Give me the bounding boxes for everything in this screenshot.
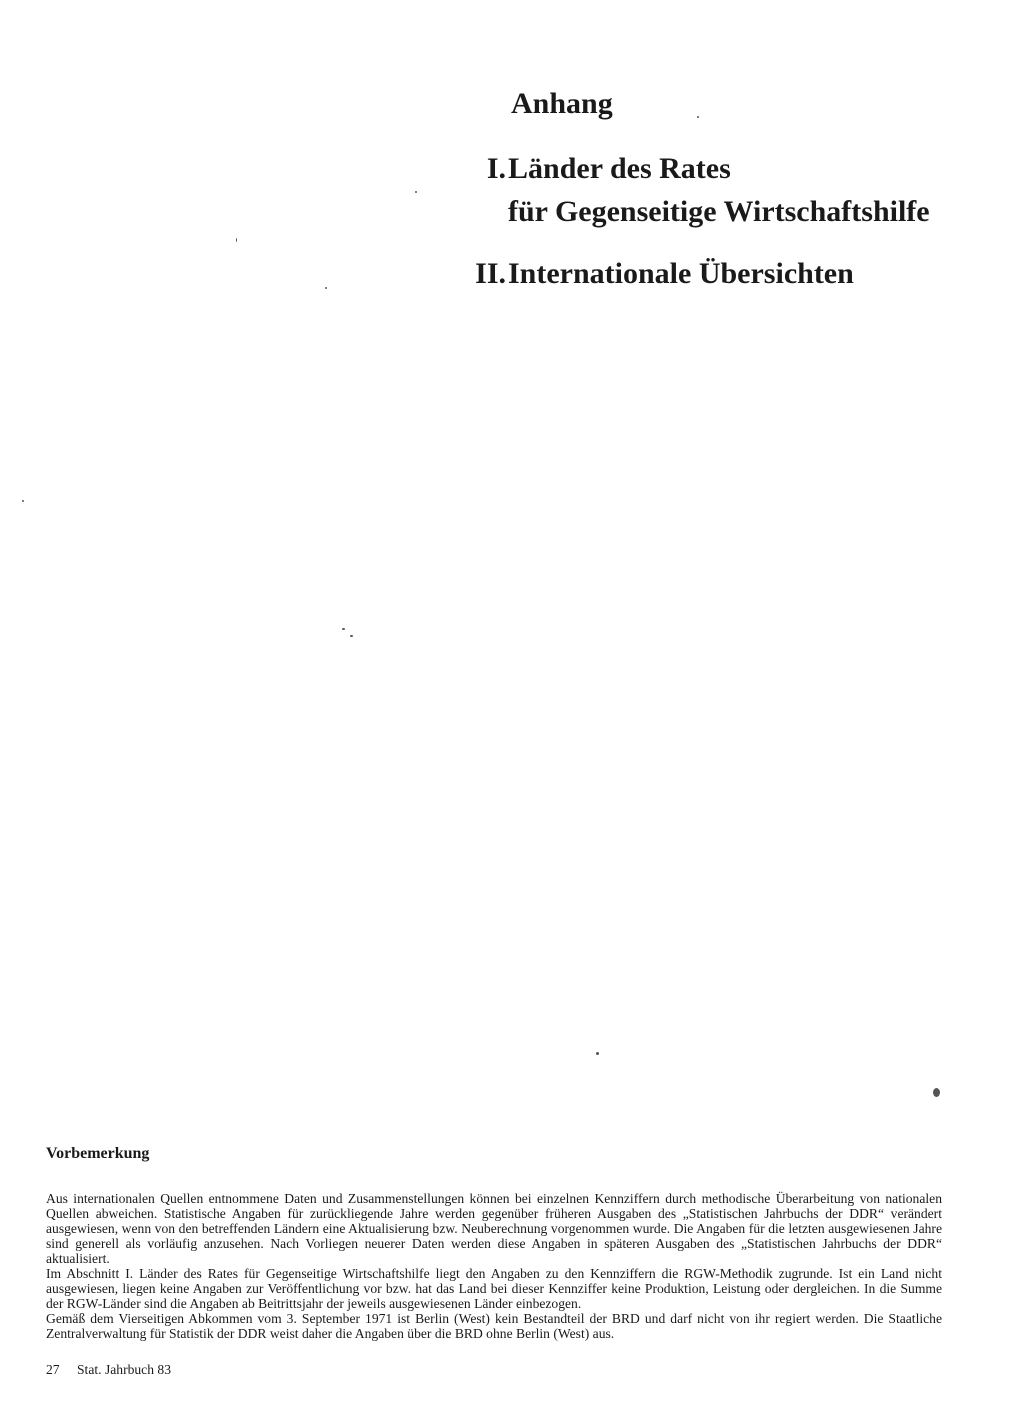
preface-paragraph: Aus internationalen Quellen entnommene Daten und Zusammenstellungen können bei einzelnen Kennziffern durch methodische Überarbeitung von nationalen Quellen abweichen. Statistische Angaben für zurückliegende Jahre werden gegenüber früheren Ausgaben des „Statistischen Jahrbuchs der DDR“ verändert ausgewiesen, wenn von den betreffenden Ländern eine Aktualisierung bzw. Neuberechnung vorgenommen wurde. Die Angaben für die letzten ausgewiesenen Jahre sind generell als vorläufig anzusehen. Nach Vorliegen neuerer Daten werden diese Angaben in späteren Ausgaben des „Statistischen Jahrbuchs der DDR“ aktualisiert. [46,1191,942,1266]
section-2-number: II. [475,257,506,290]
section-1-title-line-1: Länder des Rates [508,152,731,185]
scan-speck [415,191,417,193]
scan-speck [350,635,353,637]
appendix-title: Anhang [511,87,613,120]
scan-speck [22,500,24,502]
section-1-number: I. [486,152,506,185]
section-1-heading [486,150,731,188]
section-1-title-line-2-wrap [508,193,930,231]
preface-paragraph: Im Abschnitt I. Länder des Rates für Gegenseitige Wirtschaftshilfe liegt den Angaben zu den Kennziffern die RGW-Methodik zugrunde. Ist ein Land nicht ausgewiesen, liegen keine Angaben zur Veröffentlichung vor bzw. hat das Land bei dieser Kennziffer keine Produktion, Leistung oder dergleichen. In die Summe der RGW-Länder sind die Angaben ab Beitrittsjahr der jeweils ausgewiesenen Länder einbezogen. [46,1266,942,1311]
preface-title: Vorbemerkung [46,1145,150,1162]
scan-speck [236,238,237,242]
scan-speck [697,116,699,118]
book-title: Stat. Jahrbuch 83 [77,1362,172,1377]
scan-speck [596,1052,599,1055]
preface-paragraph: Gemäß dem Vierseitigen Abkommen vom 3. September 1971 ist Berlin (West) kein Bestandteil der BRD und darf nicht von ihr regiert werden. Die Staatliche Zentralverwaltung für Statistik der DDR weist daher die Angaben über die BRD ohne Berlin (West) aus. [46,1311,942,1341]
preface-body [46,1191,942,1341]
page-footer [46,1362,171,1378]
scan-speck [342,628,345,630]
scan-speck [325,287,327,289]
scan-speck [933,1088,940,1097]
section-2-heading [475,255,854,293]
section-1-title-line-2: für Gegenseitige Wirtschaftshilfe [508,195,930,228]
page-number: 27 [46,1362,60,1377]
section-2-title: Internationale Übersichten [508,257,854,290]
